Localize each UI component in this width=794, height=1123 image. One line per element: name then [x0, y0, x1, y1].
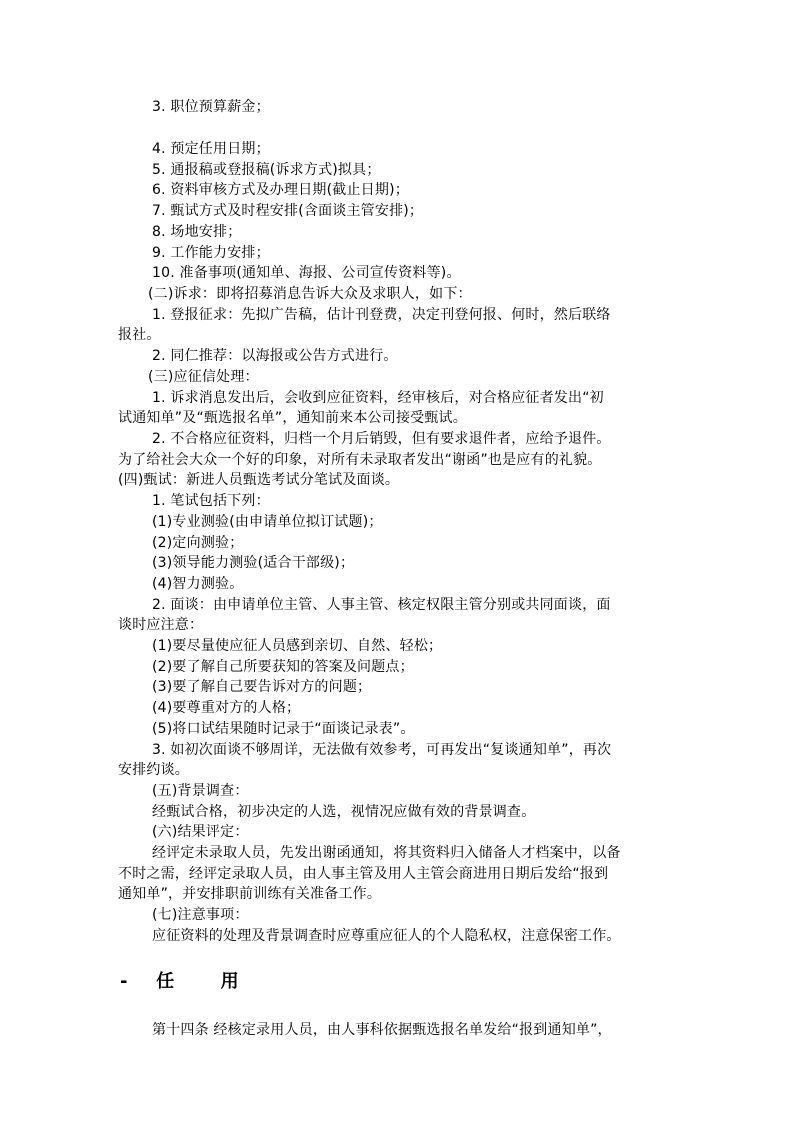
text-line: (4)要尊重对方的人格； — [152, 700, 301, 716]
section-heading: (二)诉求：即将招募消息告诉大众及求职人，如下： — [148, 286, 472, 302]
text-line: 试通知单”及“甄选报名单”，通知前来本公司接受甄试。 — [118, 410, 467, 426]
text-line: 3. 如初次面谈不够周详，无法做有效参考，可再发出“复谈通知单”，再次 — [152, 742, 612, 758]
text-line: 经评定未录取人员，先发出谢函通知，将其资料归入储备人才档案中，以备 — [152, 845, 621, 861]
chapter-heading — [120, 970, 239, 994]
text-line: 7. 甄试方式及时程安排(含面谈主管安排)； — [152, 203, 424, 219]
text-line: 1. 笔试包括下列： — [152, 493, 270, 509]
text-line: 为了给社会大众一个好的印象，对所有未录取者发出“谢函”也是应有的礼貌。 — [118, 452, 602, 468]
text-line: 2. 同仁推荐：以海报或公告方式进行。 — [152, 348, 398, 364]
text-line: 经甄试合格，初步决定的人选，视情况应做有效的背景调查。 — [152, 804, 536, 820]
text-line: 通知单”，并安排职前训练有关准备工作。 — [118, 886, 382, 902]
section-heading: (五)背景调查： — [152, 783, 249, 799]
text-line: (3)要了解自己要告诉对方的问题； — [152, 679, 372, 695]
text-line: 谈时应注意： — [118, 617, 204, 633]
text-line: 2. 面谈：由申请单位主管、人事主管、核定权限主管分别或共同面谈，面 — [152, 597, 611, 613]
heading-dash: - — [120, 971, 128, 992]
text-line: 报社。 — [118, 327, 161, 343]
text-line: 10. 准备事项(通知单、海报、公司宣传资料等)。 — [152, 265, 461, 281]
text-line: (1)专业测验(由申请单位拟订试题)； — [152, 514, 383, 530]
heading-char-1: 任 — [156, 971, 175, 992]
text-line: (3)领导能力测验(适合干部级)； — [152, 555, 355, 571]
article-line: 第十四条 经核定录用人员，由人事科依据甄选报名单发给“报到通知单”， — [152, 1022, 612, 1038]
text-line: 9. 工作能力安排； — [152, 245, 270, 261]
section-heading: (三)应征信处理： — [148, 369, 259, 385]
text-line: 不时之需，经评定录取人员，由人事主管及用人主管会商进用日期后发给“报到 — [118, 866, 609, 882]
text-line: 2. 不合格应征资料，归档一个月后销毁，但有要求退件者，应给予退件。 — [152, 431, 611, 447]
text-line: 5. 通报稿或登报稿(诉求方式)拟具； — [152, 162, 381, 178]
heading-char-2: 用 — [220, 971, 239, 992]
text-line: 1. 诉求消息发出后，会收到应征资料，经审核后，对合格应征者发出“初 — [152, 390, 604, 406]
text-line: 3. 职位预算薪金； — [152, 99, 270, 115]
section-heading: (六)结果评定： — [152, 824, 249, 840]
text-line: 应征资料的处理及背景调查时应尊重应征人的个人隐私权，注意保密工作。 — [152, 928, 621, 944]
text-line: 6. 资料审核方式及办理日期(截止日期)； — [152, 182, 409, 198]
section-heading: (七)注意事项： — [152, 907, 249, 923]
text-line: (5)将口试结果随时记录于“面谈记录表”。 — [152, 721, 415, 737]
section-heading: (四)甄试：新进人员甄选考试分笔试及面谈。 — [118, 472, 400, 488]
text-line: (2)定向测验； — [152, 535, 244, 551]
text-line: 1. 登报征求：先拟广告稿，估计刊登费，决定刊登何报、何时，然后联络 — [152, 307, 611, 323]
text-line: (2)要了解自己所要获知的答案及问题点； — [152, 659, 414, 675]
text-line: 8. 场地安排； — [152, 224, 242, 240]
text-line: (1)要尽量使应征人员感到亲切、自然、轻松； — [152, 638, 443, 654]
text-line: 4. 预定任用日期； — [152, 141, 270, 157]
text-line: (4)智力测验。 — [152, 576, 244, 592]
text-line: 安排约谈。 — [118, 762, 189, 778]
